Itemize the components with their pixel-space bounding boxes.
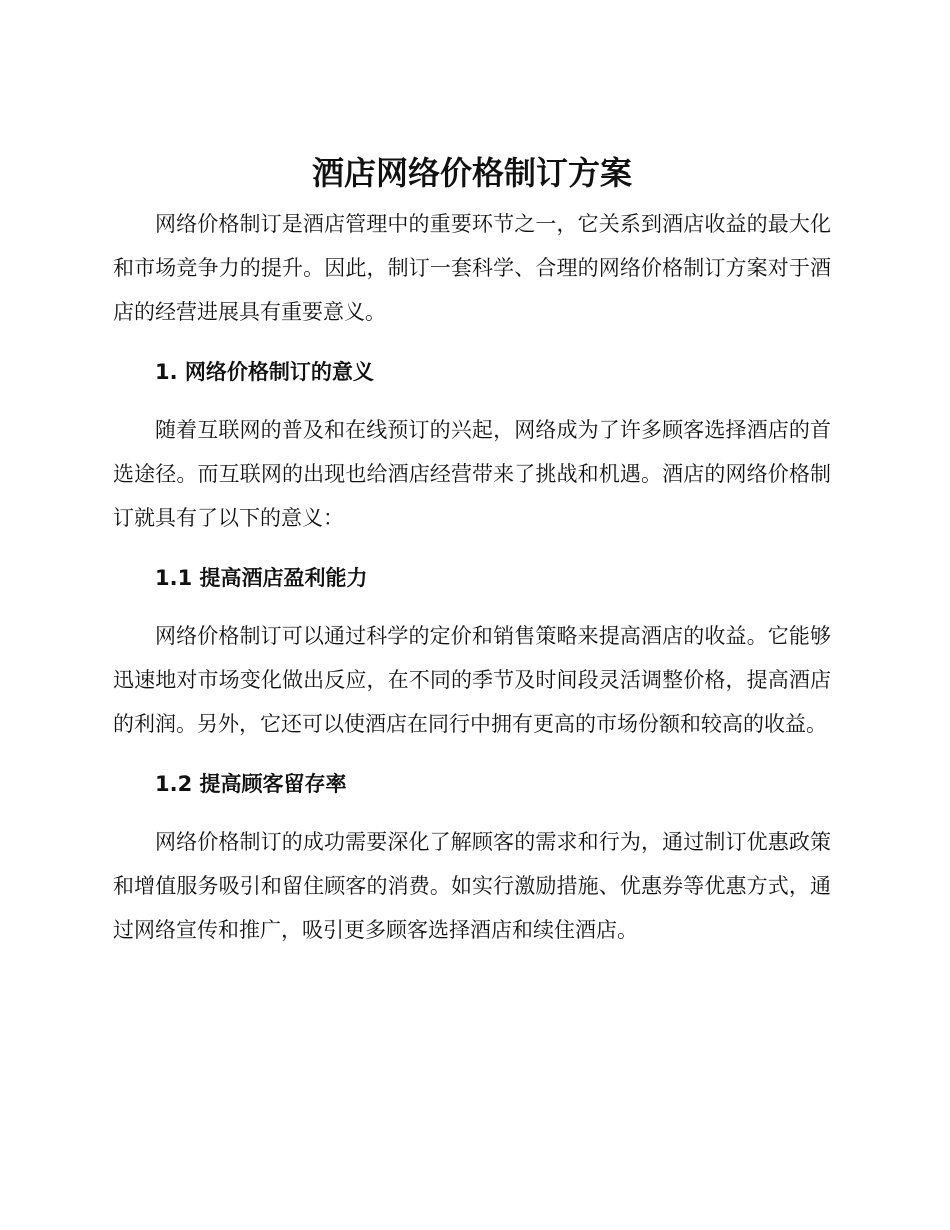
section-1-1-heading: 1.1 提高酒店盈利能力 bbox=[155, 566, 368, 590]
document-title: 酒店网络价格制订方案 bbox=[311, 154, 632, 192]
section-1-paragraph: 随着互联网的普及和在线预订的兴起，网络成为了许多顾客选择酒店的首选途径。而互联网的出现也给酒店经营带来了挑战和机遇。酒店的网络价格制订就具有了以下的意义： bbox=[113, 418, 831, 530]
section-1-1-paragraph: 网络价格制订可以通过科学的定价和销售策略来提高酒店的收益。它能够迅速地对市场变化做出反应，在不同的季节及时间段灵活调整价格，提高酒店的利润。另外，它还可以使酒店在同行中拥有更高的市场份额和较高的收益。 bbox=[113, 624, 831, 736]
intro-paragraph: 网络价格制订是酒店管理中的重要环节之一，它关系到酒店收益的最大化和市场竞争力的提升。因此，制订一套科学、合理的网络价格制订方案对于酒店的经营进展具有重要意义。 bbox=[113, 212, 831, 324]
spacer bbox=[113, 600, 831, 614]
spacer bbox=[113, 746, 831, 762]
section-1-2-heading: 1.2 提高顾客留存率 bbox=[155, 772, 347, 796]
spacer bbox=[113, 806, 831, 820]
spacer bbox=[113, 540, 831, 556]
section-1-heading: 1. 网络价格制订的意义 bbox=[155, 360, 374, 384]
document-page bbox=[113, 148, 831, 952]
spacer bbox=[113, 394, 831, 408]
spacer bbox=[113, 334, 831, 350]
section-1-2-paragraph: 网络价格制订的成功需要深化了解顾客的需求和行为，通过制订优惠政策和增值服务吸引和留住顾客的消费。如实行激励措施、优惠券等优惠方式，通过网络宣传和推广，吸引更多顾客选择酒店和续住酒店。 bbox=[113, 830, 831, 942]
